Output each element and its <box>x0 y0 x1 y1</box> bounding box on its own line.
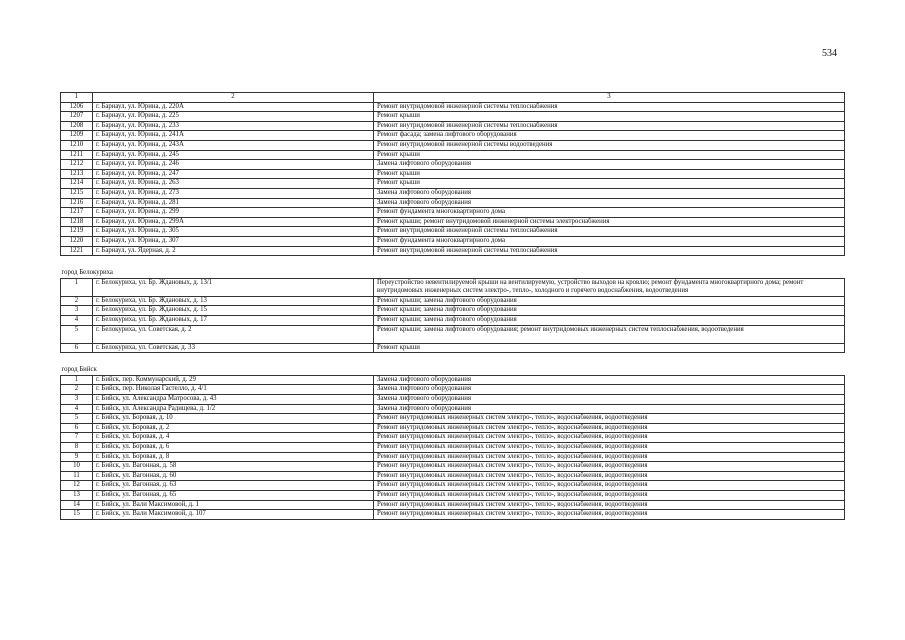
section-biysk <box>61 353 845 376</box>
row-address: г. Барнаул, ул. Юрина, д. 263 <box>93 179 374 189</box>
row-work: Ремонт крыши; замена лифтового оборудования <box>374 316 845 326</box>
row-address: г. Барнаул, ул. Юрина, д. 246 <box>93 160 374 170</box>
row-address: г. Белокуриха, ул. Советская, д. 33 <box>93 343 374 353</box>
table-row <box>61 500 845 510</box>
row-address: г. Барнаул, ул. Юрина, д. 299А <box>93 217 374 227</box>
table-row <box>61 188 845 198</box>
row-address: г. Бийск, ул. Вагонная, д. 60 <box>93 471 374 481</box>
row-work: Ремонт крыши <box>374 150 845 160</box>
row-address: г. Бийск, пер. Николая Гастелло, д. 4/1 <box>93 385 374 395</box>
row-number: 10 <box>61 462 93 472</box>
section-belokurikha <box>61 256 845 279</box>
row-work: Замена лифтового оборудования <box>374 160 845 170</box>
table-row <box>61 236 845 246</box>
table-row <box>61 121 845 131</box>
row-work: Ремонт крыши <box>374 179 845 189</box>
table-row <box>61 343 845 353</box>
row-number: 11 <box>61 471 93 481</box>
row-address: г. Бийск, ул. Александра Матросова, д. 43 <box>93 395 374 405</box>
row-address: г. Бийск, пер. Коммунарский, д. 29 <box>93 375 374 385</box>
table-row <box>61 217 845 227</box>
row-number: 1210 <box>61 140 93 150</box>
row-work: Ремонт внутридомовых инженерных систем электро-, тепло-, водоснабжения, водоотведения <box>374 481 845 491</box>
row-number: 4 <box>61 316 93 326</box>
table-row <box>61 316 845 326</box>
row-work: Замена лифтового оборудования <box>374 198 845 208</box>
row-address: г. Белокуриха, ул. Бр. Ждановых, д. 15 <box>93 306 374 316</box>
row-work: Ремонт внутридомовой инженерной системы теплоснабжения <box>374 227 845 237</box>
row-number: 1215 <box>61 188 93 198</box>
row-work: Замена лифтового оборудования <box>374 188 845 198</box>
row-address: г. Бийск, ул. Вагонная, д. 65 <box>93 490 374 500</box>
row-address: г. Белокуриха, ул. Бр. Ждановых, д. 13/1 <box>93 278 374 296</box>
row-number: 6 <box>61 423 93 433</box>
row-number: 1209 <box>61 131 93 141</box>
row-work: Ремонт внутридомовых инженерных систем электро-, тепло-, водоснабжения, водоотведения <box>374 462 845 472</box>
row-work: Ремонт внутридомовой инженерной системы теплоснабжения <box>374 121 845 131</box>
table-row <box>61 471 845 481</box>
row-number: 14 <box>61 500 93 510</box>
row-work: Ремонт крыши; замена лифтового оборудования <box>374 306 845 316</box>
row-address: г. Барнаул, ул. Юрина, д. 241А <box>93 131 374 141</box>
row-address: г. Барнаул, ул. Юрина, д. 225 <box>93 112 374 122</box>
row-work: Переустройство невентилируемой крыши на вентилируемую, устройство выходов на кровлю; ремонт фундамента многоквартирного дома; ремонт внутридомовых инженерных систем электро-, тепло-, холодного и горячего водоснабжения, водоотведения <box>374 278 845 296</box>
row-address: г. Барнаул, ул. Юрина, д. 299 <box>93 208 374 218</box>
table-row <box>61 160 845 170</box>
row-address: г. Белокуриха, ул. Бр. Ждановых, д. 17 <box>93 316 374 326</box>
row-number: 1208 <box>61 121 93 131</box>
row-address: г. Бийск, ул. Боровая, д. 8 <box>93 452 374 462</box>
table-row <box>61 102 845 112</box>
table-row <box>61 246 845 256</box>
row-number: 1220 <box>61 236 93 246</box>
row-address: г. Бийск, ул. Боровая, д. 4 <box>93 433 374 443</box>
table-row <box>61 443 845 453</box>
table-row <box>61 395 845 405</box>
row-number: 1216 <box>61 198 93 208</box>
table-row <box>61 490 845 500</box>
row-address: г. Барнаул, ул. Юрина, д. 233 <box>93 121 374 131</box>
table-row <box>61 452 845 462</box>
row-work: Ремонт крыши <box>374 169 845 179</box>
table-row <box>61 414 845 424</box>
row-work: Ремонт крыши; замена лифтового оборудования; ремонт внутридомовых инженерных систем теплоснабжения, водоотведения <box>374 325 845 343</box>
table-row <box>61 423 845 433</box>
row-work: Ремонт внутридомовых инженерных систем электро-, тепло-, водоснабжения, водоотведения <box>374 433 845 443</box>
row-work: Ремонт внутридомовых инженерных систем электро-, тепло-, водоснабжения, водоотведения <box>374 510 845 520</box>
row-number: 1211 <box>61 150 93 160</box>
row-number: 13 <box>61 490 93 500</box>
row-number: 7 <box>61 433 93 443</box>
row-work: Ремонт крыши; замена лифтового оборудования <box>374 296 845 306</box>
row-number: 1213 <box>61 169 93 179</box>
table-row <box>61 278 845 296</box>
table-row <box>61 325 845 343</box>
row-number: 1 <box>61 278 93 296</box>
row-address: г. Барнаул, ул. Юрина, д. 220А <box>93 102 374 112</box>
section-belokurikha-title: город Белокуриха <box>61 269 113 277</box>
row-number: 1217 <box>61 208 93 218</box>
row-work: Ремонт внутридомовой инженерной системы водоотведения <box>374 140 845 150</box>
row-number: 2 <box>61 296 93 306</box>
row-address: г. Барнаул, ул. Юрина, д. 273 <box>93 188 374 198</box>
row-number: 12 <box>61 481 93 491</box>
header-col-2: 2 <box>93 93 374 103</box>
row-address: г. Барнаул, ул. Юрина, д. 245 <box>93 150 374 160</box>
row-work: Замена лифтового оборудования <box>374 385 845 395</box>
section-biysk-title: город Бийск <box>61 366 97 374</box>
header-col-1: 1 <box>61 93 93 103</box>
row-work: Замена лифтового оборудования <box>374 375 845 385</box>
table-row <box>61 179 845 189</box>
table-row <box>61 306 845 316</box>
header-col-3: 3 <box>374 93 845 103</box>
table-row <box>61 208 845 218</box>
row-address: г. Бийск, ул. Вали Максимовой, д. 107 <box>93 510 374 520</box>
row-work: Ремонт крыши; ремонт внутридомовой инженерной системы электроснабжения <box>374 217 845 227</box>
row-number: 5 <box>61 325 93 343</box>
row-number: 1221 <box>61 246 93 256</box>
table-row <box>61 131 845 141</box>
row-address: г. Барнаул, ул. Юрина, д. 243А <box>93 140 374 150</box>
row-work: Ремонт внутридомовых инженерных систем электро-, тепло-, водоснабжения, водоотведения <box>374 471 845 481</box>
row-number: 2 <box>61 385 93 395</box>
table-row <box>61 510 845 520</box>
row-number: 1 <box>61 375 93 385</box>
row-address: г. Белокуриха, ул. Бр. Ждановых, д. 13 <box>93 296 374 306</box>
row-address: г. Белокуриха, ул. Советская, д. 2 <box>93 325 374 343</box>
row-address: г. Барнаул, ул. Юрина, д. 305 <box>93 227 374 237</box>
table-row <box>61 169 845 179</box>
row-number: 1218 <box>61 217 93 227</box>
row-work: Ремонт внутридомовой инженерной системы теплоснабжения <box>374 246 845 256</box>
table-row <box>61 140 845 150</box>
row-work: Ремонт фундамента многоквартирного дома <box>374 208 845 218</box>
row-work: Ремонт внутридомовых инженерных систем электро-, тепло-, водоснабжения, водоотведения <box>374 452 845 462</box>
row-address: г. Барнаул, ул. Юрина, д. 281 <box>93 198 374 208</box>
row-address: г. Барнаул, ул. Юрина, д. 307 <box>93 236 374 246</box>
row-number: 6 <box>61 343 93 353</box>
row-number: 1212 <box>61 160 93 170</box>
row-number: 1219 <box>61 227 93 237</box>
row-address: г. Бийск, ул. Боровая, д. 10 <box>93 414 374 424</box>
row-address: г. Бийск, ул. Вали Максимовой, д. 1 <box>93 500 374 510</box>
row-work: Замена лифтового оборудования <box>374 395 845 405</box>
row-work: Ремонт внутридомовых инженерных систем электро-, тепло-, водоснабжения, водоотведения <box>374 490 845 500</box>
row-address: г. Бийск, ул. Боровая, д. 2 <box>93 423 374 433</box>
table-row <box>61 198 845 208</box>
row-number: 4 <box>61 404 93 414</box>
table-header-row <box>61 93 845 103</box>
row-work: Ремонт внутридомовых инженерных систем электро-, тепло-, водоснабжения, водоотведения <box>374 443 845 453</box>
row-number: 1207 <box>61 112 93 122</box>
row-address: г. Барнаул, ул. Ядерная, д. 2 <box>93 246 374 256</box>
row-address: г. Барнаул, ул. Юрина, д. 247 <box>93 169 374 179</box>
row-number: 9 <box>61 452 93 462</box>
table-row <box>61 385 845 395</box>
repair-table <box>60 92 845 520</box>
row-work: Ремонт внутридомовых инженерных систем электро-, тепло-, водоснабжения, водоотведения <box>374 423 845 433</box>
row-number: 3 <box>61 395 93 405</box>
row-address: г. Бийск, ул. Боровая, д. 6 <box>93 443 374 453</box>
row-work: Ремонт крыши <box>374 343 845 353</box>
row-address: г. Бийск, ул. Александра Радищева, д. 1/2 <box>93 404 374 414</box>
row-work: Ремонт фундамента многоквартирного дома <box>374 236 845 246</box>
table-row <box>61 404 845 414</box>
row-address: г. Бийск, ул. Вагонная, д. 58 <box>93 462 374 472</box>
table-row <box>61 375 845 385</box>
row-work: Ремонт внутридомовых инженерных систем электро-, тепло-, водоснабжения, водоотведения <box>374 500 845 510</box>
table-row <box>61 481 845 491</box>
row-work: Замена лифтового оборудования <box>374 404 845 414</box>
row-number: 15 <box>61 510 93 520</box>
row-number: 5 <box>61 414 93 424</box>
row-work: Ремонт фасада; замена лифтового оборудования <box>374 131 845 141</box>
table-row <box>61 433 845 443</box>
table-row <box>61 462 845 472</box>
row-work: Ремонт внутридомовой инженерной системы теплоснабжения <box>374 102 845 112</box>
table-row <box>61 112 845 122</box>
row-number: 1206 <box>61 102 93 112</box>
row-work: Ремонт крыши <box>374 112 845 122</box>
row-address: г. Бийск, ул. Вагонная, д. 63 <box>93 481 374 491</box>
row-number: 8 <box>61 443 93 453</box>
row-work: Ремонт внутридомовых инженерных систем электро-, тепло-, водоснабжения, водоотведения <box>374 414 845 424</box>
table-row <box>61 296 845 306</box>
table-row <box>61 227 845 237</box>
table-row <box>61 150 845 160</box>
page-number: 534 <box>822 48 837 59</box>
row-number: 1214 <box>61 179 93 189</box>
row-number: 3 <box>61 306 93 316</box>
